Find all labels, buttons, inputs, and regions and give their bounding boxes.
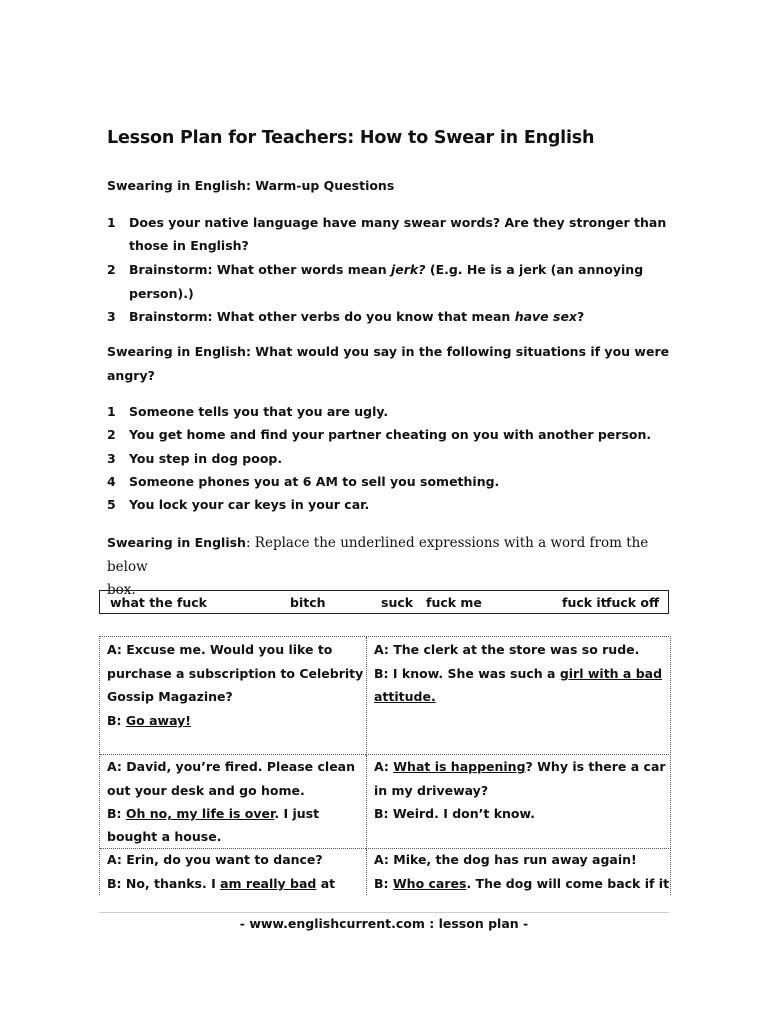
dialogue-line: Gossip Magazine?	[107, 689, 233, 704]
underlined-expression: am really bad	[220, 876, 317, 891]
page-footer: - www.englishcurrent.com : lesson plan -	[239, 916, 529, 931]
underlined-expression: Go away!	[125, 713, 191, 728]
dialogue-table	[99, 636, 671, 895]
text-run: ?	[576, 309, 585, 324]
dialogue-line: bought a house.	[107, 829, 222, 844]
instruction-line	[107, 531, 667, 579]
text-run: B: No, thanks. I	[107, 876, 221, 891]
dialogue-cell	[100, 849, 366, 895]
word-box-item: suck	[381, 595, 414, 610]
dialogue-line: A: Excuse me. Would you like to	[107, 642, 333, 657]
dialogue-cell	[100, 637, 366, 755]
dialogue-line	[107, 876, 335, 891]
item-text: You step in dog poop.	[129, 451, 283, 466]
dialogue-line: out your desk and go home.	[107, 783, 305, 798]
item-text: You lock your car keys in your car.	[129, 497, 370, 512]
text-run: at	[316, 876, 336, 891]
text-run: (E.g. He is a jerk (an annoying	[425, 262, 644, 277]
dialogue-line: A: David, you’re fired. Please clean	[107, 759, 356, 774]
word-box-item: fuck me	[426, 595, 482, 610]
dialogue-line: purchase a subscription to Celebrity	[107, 666, 364, 681]
dialogue-cell	[366, 849, 669, 895]
item-number: 3	[107, 451, 116, 466]
text-run: . The dog will come back if it	[466, 876, 670, 891]
item-number: 1	[107, 404, 116, 419]
item-number: 2	[107, 262, 116, 277]
instruction-text-continuation: box.	[107, 582, 136, 598]
dialogue-line	[374, 759, 666, 774]
item-text: You get home and find your partner cheating on you with another person.	[129, 427, 652, 442]
underlined-expression: attitude.	[374, 689, 436, 704]
underlined-expression: Oh no, my life is over	[125, 806, 275, 821]
item-text: Does your native language have many swear words? Are they stronger than	[129, 215, 667, 230]
dialogue-line: in my driveway?	[374, 783, 489, 798]
dialogue-cell	[100, 755, 366, 849]
item-number: 2	[107, 427, 116, 442]
dialogue-line	[107, 713, 191, 728]
dialogue-cell	[366, 755, 669, 849]
item-number: 3	[107, 309, 116, 324]
text-run: . I just	[274, 806, 320, 821]
text-run: Brainstorm: What other words mean	[129, 262, 391, 277]
item-number: 4	[107, 474, 116, 489]
word-box-item: fuck it	[562, 595, 607, 610]
underlined-expression: girl with a bad	[559, 666, 663, 681]
dialogue-line	[374, 876, 669, 891]
item-text: those in English?	[129, 238, 249, 253]
text-run: ? Why is there a car	[525, 759, 666, 774]
text-run: A:	[374, 759, 394, 774]
text-run: Brainstorm: What other verbs do you know that mean	[129, 309, 515, 324]
dialogue-line: A: Erin, do you want to dance?	[107, 852, 323, 867]
dialogue-line: B: Weird. I don’t know.	[374, 806, 536, 821]
underlined-expression: Who cares	[392, 876, 467, 891]
dialogue-line	[374, 666, 662, 681]
word-box	[99, 590, 669, 614]
footer-divider	[99, 912, 669, 913]
situations-heading: Swearing in English: What would you say in the following situations if you were	[107, 344, 670, 359]
dialogue-line: A: The clerk at the store was so rude.	[374, 642, 640, 657]
word-box-item: what the fuck	[110, 595, 207, 610]
dialogue-line	[107, 806, 319, 821]
item-text: Someone phones you at 6 AM to sell you something.	[129, 474, 500, 489]
underlined-expression: What is happening	[393, 759, 526, 774]
item-text: Someone tells you that you are ugly.	[129, 404, 389, 419]
text-run: B:	[107, 806, 126, 821]
item-text: person).)	[129, 286, 194, 301]
warmup-heading: Swearing in English: Warm-up Questions	[107, 178, 395, 193]
word-box-item: bitch	[290, 595, 326, 610]
instruction-text: : Replace the underlined expressions with a word from the below	[107, 535, 649, 575]
item-number: 1	[107, 215, 116, 230]
dialogue-line	[374, 689, 436, 704]
dialogue-line: A: Mike, the dog has run away again!	[374, 852, 637, 867]
text-run: B:	[374, 876, 393, 891]
word-box-item: fuck off	[606, 595, 660, 610]
dialogue-cell	[366, 637, 669, 755]
item-text	[129, 258, 643, 281]
instruction-lead: Swearing in English	[107, 535, 246, 550]
situations-heading-continuation: angry?	[107, 368, 155, 383]
page-title: Lesson Plan for Teachers: How to Swear in English	[107, 128, 595, 148]
italic-term: jerk?	[391, 262, 426, 277]
text-run: B: I know. She was such a	[374, 666, 560, 681]
italic-term: have sex	[514, 309, 577, 324]
item-number: 5	[107, 497, 116, 512]
text-run: B:	[107, 713, 126, 728]
item-text	[129, 305, 584, 328]
